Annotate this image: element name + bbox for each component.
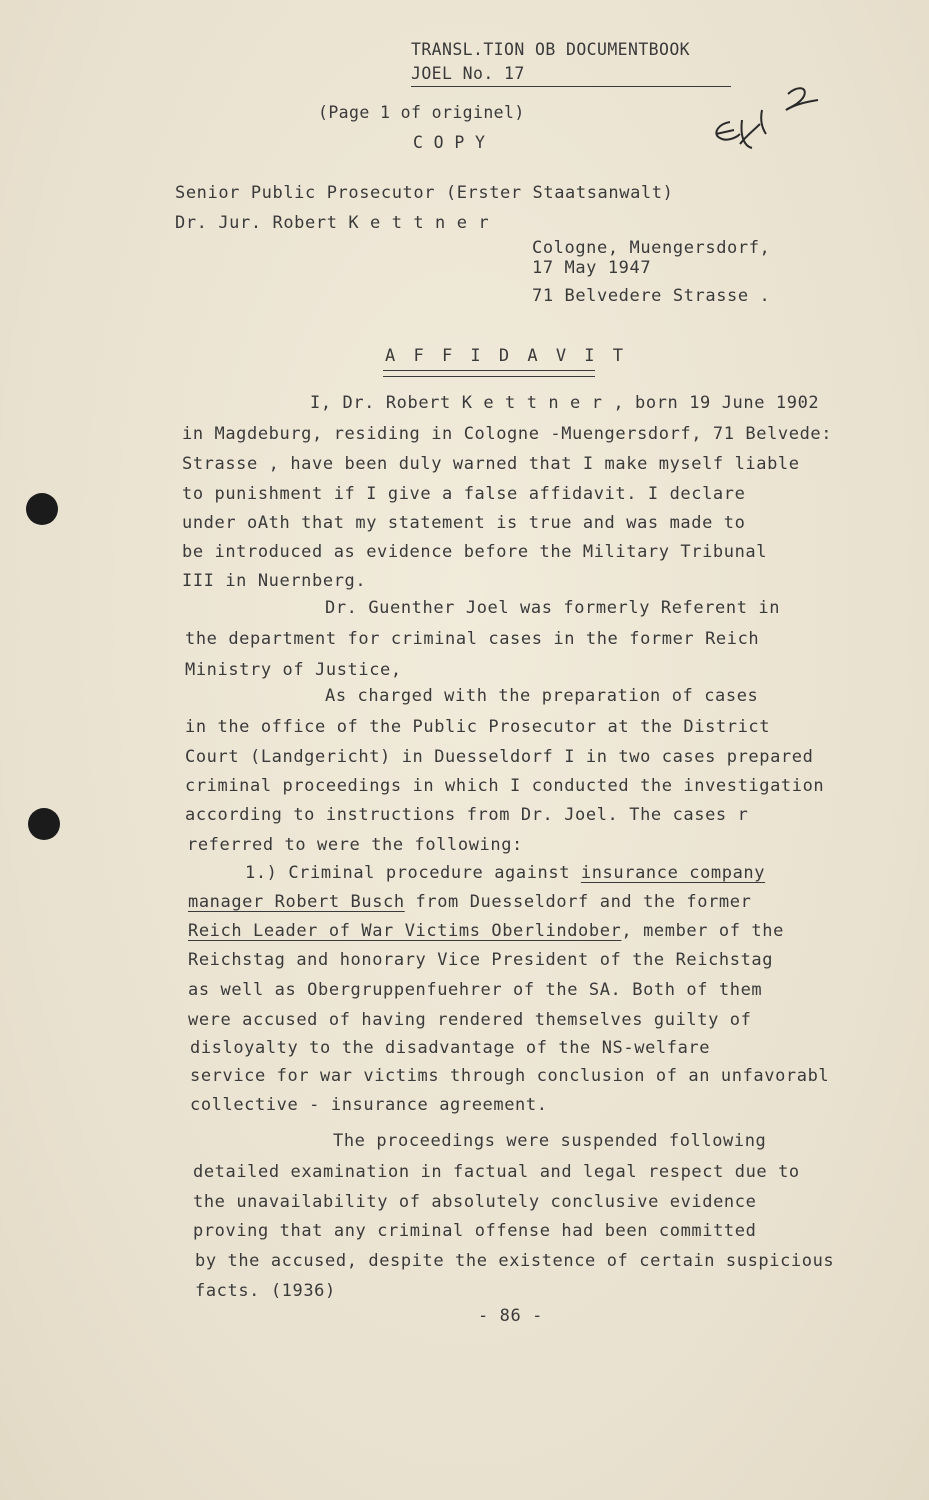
handwritten-annotation (700, 80, 830, 170)
body-text: 1.) Criminal procedure against (245, 863, 581, 883)
body-line-mixed (188, 921, 784, 941)
header-underline (411, 86, 731, 87)
address-street: 71 Belvedere Strasse . (532, 286, 771, 306)
body-line: As charged with the preparation of cases (325, 686, 759, 706)
body-line: I, Dr. Robert K e t t n e r , born 19 June 1902 (310, 393, 820, 413)
body-line: Ministry of Justice, (185, 660, 402, 680)
body-text: , member of the (621, 921, 784, 941)
body-line: the unavailability of absolutely conclusive evidence (193, 1192, 757, 1212)
body-line: as well as Obergruppenfuehrer of the SA. Both of them (188, 980, 763, 1000)
body-line: in Magdeburg, residing in Cologne -Muengersdorf, 71 Belvede: (182, 424, 833, 444)
body-line-mixed (188, 892, 751, 912)
body-line: referred to were the following: (187, 835, 523, 855)
body-line: by the accused, despite the existence of certain suspicious (195, 1251, 835, 1271)
body-line: disloyalty to the disadvantage of the NS-welfare (190, 1038, 711, 1058)
punch-hole (28, 808, 60, 840)
copy-label: C O P Y (413, 133, 486, 152)
body-line: to punishment if I give a false affidavit. I declare (182, 484, 746, 504)
sender-name: Dr. Jur. Robert K e t t n e r (175, 213, 490, 233)
body-line: Strasse , have been duly warned that I make myself liable (182, 454, 800, 474)
body-line: under oAth that my statement is true and was made to (182, 513, 746, 533)
affidavit-title: A F F I D A V I T (385, 346, 627, 366)
body-text: from Duesseldorf and the former (404, 892, 752, 912)
body-line: Court (Landgericht) in Duesseldorf I in two cases prepared (185, 747, 814, 767)
body-line: The proceedings were suspended following (333, 1131, 767, 1151)
body-line: service for war victims through conclusion of an unfavorabl (190, 1066, 830, 1086)
underlined-phrase: manager Robert Busch (188, 892, 405, 912)
page-note: (Page 1 of originel) (318, 103, 525, 122)
body-line: facts. (1936) (195, 1281, 336, 1301)
underlined-phrase: insurance company (580, 863, 766, 883)
body-line: be introduced as evidence before the Military Tribunal (182, 542, 768, 562)
sender-title: Senior Public Prosecutor (Erster Staatsanwalt) (175, 183, 674, 203)
body-line: Dr. Guenther Joel was formerly Referent in (325, 598, 781, 618)
title-underline-2 (383, 376, 595, 377)
body-line: according to instructions from Dr. Joel. The cases r (185, 805, 749, 825)
body-line-mixed (245, 863, 765, 883)
body-line: in the office of the Public Prosecutor at the District (185, 717, 771, 737)
doc-book-ref: JOEL No. 17 (411, 64, 525, 83)
body-line: collective - insurance agreement. (190, 1095, 548, 1115)
body-line: detailed examination in factual and legal respect due to (193, 1162, 800, 1182)
title-underline-1 (383, 370, 595, 371)
body-line: proving that any criminal offense had been committed (193, 1221, 757, 1241)
address-date: 17 May 1947 (532, 258, 652, 278)
body-line: Reichstag and honorary Vice President of the Reichstag (188, 950, 774, 970)
address-city: Cologne, Muengersdorf, (532, 238, 771, 258)
body-line: III in Nuernberg. (182, 571, 367, 591)
page-number: - 86 - (478, 1306, 544, 1326)
doc-header-title: TRANSL.TION OB DOCUMENTBOOK (411, 40, 691, 59)
body-line: the department for criminal cases in the former Reich (185, 629, 760, 649)
punch-hole (26, 493, 58, 525)
underlined-phrase: Reich Leader of War Victims Oberlindober (188, 921, 622, 941)
body-line: were accused of having rendered themselves guilty of (188, 1010, 752, 1030)
body-line: criminal proceedings in which I conducted the investigation (185, 776, 825, 796)
